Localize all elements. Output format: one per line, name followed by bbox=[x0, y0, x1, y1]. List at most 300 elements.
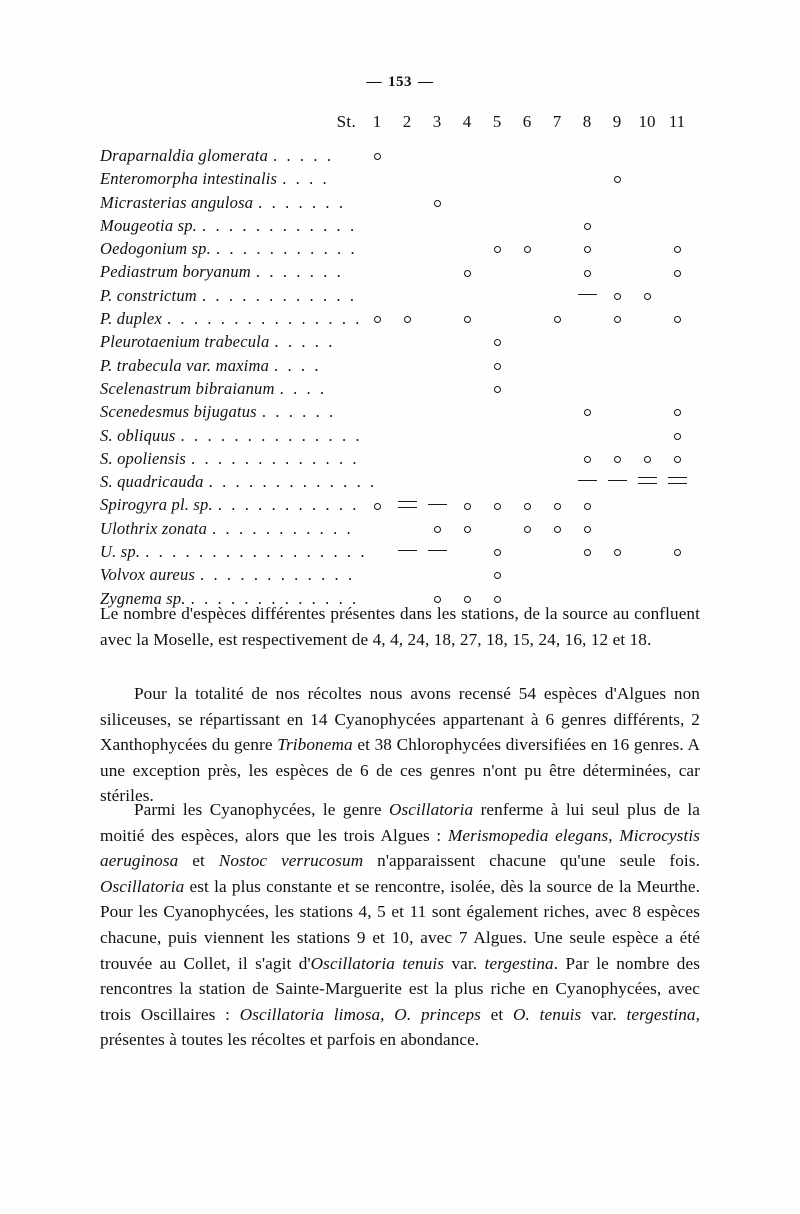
text-run: est la plus constante et se rencontre, isolée, dès la source de la Meurthe. Pour les Cyanophycées, les stations 4, 5 et 11 sont également riches, avec 8 espèces chacune, puis viennent les stations 9 et 10, avec 7 Algues. Une seule espèce a été trouvée au Collet, il s'agit d' bbox=[100, 876, 700, 973]
occurrence-cell bbox=[512, 519, 542, 542]
leader-dots: . . . . . . . . . . . . bbox=[201, 285, 357, 305]
occurrence-cell bbox=[662, 193, 692, 216]
leader-dots: . . . . . . . . . . . bbox=[217, 495, 360, 515]
presence-dash-icon bbox=[398, 550, 417, 551]
occurrence-cell bbox=[482, 542, 512, 565]
occurrence-cell bbox=[662, 169, 692, 192]
occurrence-cell bbox=[602, 472, 632, 495]
presence-circle-icon bbox=[554, 316, 561, 323]
occurrence-cell bbox=[362, 193, 392, 216]
occurrence-cell bbox=[452, 495, 482, 518]
occurrence-cell bbox=[602, 193, 632, 216]
species-name: Zygnema sp. bbox=[100, 588, 186, 608]
occurrence-cell bbox=[632, 565, 662, 588]
occurrence-cell bbox=[512, 216, 542, 239]
presence-circle-icon bbox=[494, 339, 501, 346]
occurrence-cell bbox=[512, 332, 542, 355]
occurrence-cell bbox=[392, 356, 422, 379]
species-name: Pediastrum boryanum bbox=[100, 262, 251, 282]
presence-circle-icon bbox=[614, 316, 621, 323]
taxon-oscillatoria-limosa: Oscillatoria limosa, O. princeps bbox=[239, 1004, 481, 1024]
occurrence-cell bbox=[392, 193, 422, 216]
text-run: var. bbox=[444, 953, 485, 973]
species-name-cell bbox=[100, 449, 362, 472]
species-name: Oedogonium sp. bbox=[100, 239, 211, 259]
occurrence-cell bbox=[512, 426, 542, 449]
presence-circle-icon bbox=[584, 503, 591, 510]
occurrence-cell bbox=[542, 495, 572, 518]
occurrence-cell bbox=[512, 239, 542, 262]
occurrence-cell bbox=[482, 146, 512, 169]
taxon-nostoc: Nostoc verrucosum bbox=[218, 851, 364, 871]
occurrence-cell bbox=[392, 542, 422, 565]
species-name-cell bbox=[100, 332, 362, 355]
presence-circle-icon bbox=[674, 246, 681, 253]
presence-circle-icon bbox=[584, 223, 591, 230]
taxon-tribonema: Tribonema bbox=[277, 735, 353, 755]
occurrence-cell bbox=[662, 262, 692, 285]
species-name: Volvox aureus bbox=[100, 565, 196, 585]
leader-dots: . . . . . . . . . . . . . . bbox=[180, 425, 363, 445]
occurrence-cell bbox=[542, 216, 572, 239]
species-name-cell bbox=[100, 262, 362, 285]
table-row bbox=[100, 495, 692, 518]
table-row bbox=[100, 402, 692, 425]
presence-circle-icon bbox=[524, 503, 531, 510]
occurrence-cell bbox=[512, 379, 542, 402]
presence-double-dash-icon bbox=[668, 477, 687, 484]
occurrence-cell bbox=[542, 309, 572, 332]
presence-circle-icon bbox=[584, 246, 591, 253]
leader-dots: . . . . . bbox=[274, 332, 335, 352]
occurrence-cell bbox=[482, 402, 512, 425]
species-name-cell bbox=[100, 542, 368, 565]
occurrence-cell bbox=[512, 402, 542, 425]
species-name: P. duplex bbox=[100, 309, 162, 329]
occurrence-cell bbox=[452, 332, 482, 355]
leader-dots: . . . . . . . . . . . . . . . bbox=[166, 309, 363, 329]
presence-circle-icon bbox=[494, 363, 501, 370]
occurrence-cell bbox=[362, 426, 392, 449]
occurrence-cell bbox=[632, 239, 662, 262]
presence-circle-icon bbox=[674, 409, 681, 416]
occurrence-cell bbox=[572, 402, 602, 425]
occurrence-cell bbox=[392, 495, 422, 518]
occurrence-cell bbox=[662, 519, 692, 542]
species-name-cell bbox=[100, 519, 362, 542]
occurrence-cell bbox=[602, 216, 632, 239]
occurrence-cell bbox=[572, 449, 602, 472]
occurrence-cell bbox=[602, 332, 632, 355]
presence-dash-icon bbox=[608, 480, 627, 481]
column-header-6: 6 bbox=[522, 112, 532, 131]
occurrence-cell bbox=[362, 449, 392, 472]
occurrence-cell bbox=[362, 402, 392, 425]
occurrence-cell bbox=[602, 402, 632, 425]
occurrence-cell bbox=[362, 356, 392, 379]
occurrence-cell bbox=[392, 565, 422, 588]
occurrence-cell bbox=[452, 239, 482, 262]
occurrence-cell bbox=[392, 146, 422, 169]
presence-dash-icon bbox=[428, 550, 447, 551]
occurrence-cell bbox=[632, 216, 662, 239]
text-run: Parmi les Cyanophycées, le genre bbox=[134, 800, 389, 819]
occurrence-cell bbox=[542, 426, 572, 449]
taxon-oscillatoria-2: Oscillatoria bbox=[100, 876, 185, 896]
occurrence-cell bbox=[452, 472, 482, 495]
species-name: Draparnaldia glomerata bbox=[100, 146, 269, 165]
species-name: Ulothrix zonata bbox=[100, 518, 208, 538]
occurrence-cell bbox=[542, 542, 572, 565]
table-row bbox=[100, 286, 692, 309]
occurrence-cell bbox=[572, 146, 602, 169]
text-run: n'apparaissent chacune qu'une seule fois. bbox=[363, 851, 700, 871]
species-name: P. trabecula var. maxima bbox=[100, 355, 270, 375]
occurrence-cell bbox=[392, 379, 422, 402]
occurrence-cell bbox=[512, 193, 542, 216]
leader-dots: . . . . . . . . . . . . bbox=[200, 565, 355, 585]
species-name-cell bbox=[100, 426, 362, 449]
species-name: Pleurotaenium trabecula bbox=[100, 332, 270, 352]
occurrence-cell bbox=[422, 332, 452, 355]
taxon-oscillatoria: Oscillatoria bbox=[388, 800, 474, 819]
leader-dots: . . . . . . bbox=[261, 402, 336, 422]
species-name: Micrasterias angulosa bbox=[100, 192, 254, 212]
presence-circle-icon bbox=[614, 176, 621, 183]
taxon-o-tenuis: O. tenuis bbox=[513, 1004, 582, 1024]
presence-circle-icon bbox=[554, 503, 561, 510]
occurrence-cell bbox=[632, 379, 662, 402]
presence-circle-icon bbox=[374, 153, 381, 160]
table-row bbox=[100, 309, 692, 332]
occurrence-cell bbox=[452, 146, 482, 169]
occurrence-cell bbox=[422, 519, 452, 542]
occurrence-cell bbox=[662, 146, 692, 169]
occurrence-cell bbox=[482, 286, 512, 309]
presence-circle-icon bbox=[674, 433, 681, 440]
occurrence-cell bbox=[542, 472, 572, 495]
occurrence-cell bbox=[512, 449, 542, 472]
occurrence-cell bbox=[362, 332, 392, 355]
occurrence-cell bbox=[602, 262, 632, 285]
column-header-5: 5 bbox=[492, 112, 502, 131]
paragraph-text bbox=[100, 681, 700, 809]
species-name: S. quadricauda bbox=[100, 472, 204, 492]
text-run: . Par le nombre des rencontres la station de Sainte-Marguerite est la plus riche en Cyanophycées, avec trois Oscillaires : bbox=[100, 953, 700, 1024]
occurrence-cell bbox=[422, 542, 452, 565]
presence-circle-icon bbox=[524, 246, 531, 253]
occurrence-cell bbox=[392, 169, 422, 192]
occurrence-cell bbox=[422, 262, 452, 285]
species-name: Scenedesmus bijugatus bbox=[100, 402, 257, 422]
occurrence-cell bbox=[482, 216, 512, 239]
occurrence-cell bbox=[662, 239, 692, 262]
occurrence-cell bbox=[572, 542, 602, 565]
presence-dash-icon bbox=[578, 294, 597, 295]
folio-dash-right: — bbox=[418, 74, 434, 90]
occurrence-cell bbox=[392, 402, 422, 425]
occurrence-cell bbox=[542, 519, 572, 542]
text-run: et bbox=[480, 1004, 514, 1024]
species-name-cell bbox=[100, 146, 362, 169]
occurrence-table bbox=[100, 112, 692, 612]
occurrence-cell bbox=[362, 286, 392, 309]
occurrence-cell bbox=[632, 332, 662, 355]
column-header-8: 8 bbox=[582, 112, 592, 131]
leader-dots: . . . . bbox=[282, 169, 330, 189]
leader-dots: . . . . . . . . . . . . . bbox=[190, 588, 359, 608]
occurrence-cell bbox=[422, 146, 452, 169]
occurrence-cell bbox=[362, 472, 392, 495]
presence-circle-icon bbox=[554, 526, 561, 533]
occurrence-cell bbox=[512, 356, 542, 379]
occurrence-cell bbox=[422, 193, 452, 216]
occurrence-cell bbox=[632, 169, 662, 192]
occurrence-cell bbox=[392, 309, 422, 332]
occurrence-cell bbox=[602, 239, 632, 262]
occurrence-cell bbox=[452, 216, 482, 239]
occurrence-cell bbox=[422, 379, 452, 402]
column-header-11: 11 bbox=[668, 112, 686, 131]
presence-double-dash-icon bbox=[398, 501, 417, 508]
occurrence-cell bbox=[362, 495, 392, 518]
occurrence-cell bbox=[362, 519, 392, 542]
species-name: Mougeotia sp. bbox=[100, 215, 198, 235]
occurrence-cell bbox=[632, 262, 662, 285]
occurrence-cell bbox=[662, 472, 692, 495]
occurrence-cell bbox=[452, 402, 482, 425]
occurrence-cell bbox=[452, 379, 482, 402]
leader-dots: . . . . . . . bbox=[255, 262, 344, 282]
text-run: , présentes à toutes les récoltes et parfois en abondance. bbox=[100, 1004, 700, 1050]
occurrence-cell bbox=[512, 309, 542, 332]
occurrence-cell bbox=[572, 309, 602, 332]
table-row bbox=[100, 379, 692, 402]
occurrence-cell bbox=[422, 402, 452, 425]
occurrence-cell bbox=[572, 379, 602, 402]
occurrence-cell bbox=[662, 402, 692, 425]
occurrence-cell bbox=[482, 472, 512, 495]
occurrence-cell bbox=[602, 565, 632, 588]
taxon-merismopedia: Merismopedia elegans, Microcystis aeruginosa bbox=[100, 825, 700, 871]
occurrence-cell bbox=[452, 426, 482, 449]
occurrence-cell bbox=[602, 426, 632, 449]
occurrence-cell bbox=[632, 146, 662, 169]
presence-circle-icon bbox=[494, 386, 501, 393]
presence-circle-icon bbox=[374, 503, 381, 510]
presence-circle-icon bbox=[584, 549, 591, 556]
occurrence-cell bbox=[452, 309, 482, 332]
occurrence-cell bbox=[542, 146, 572, 169]
leader-dots: . . . . . . . bbox=[258, 192, 346, 212]
species-name-cell bbox=[100, 356, 362, 379]
table-header bbox=[100, 112, 692, 146]
occurrence-cell bbox=[632, 402, 662, 425]
occurrence-cell bbox=[662, 332, 692, 355]
occurrence-cell bbox=[662, 542, 692, 565]
occurrence-cell bbox=[632, 495, 662, 518]
paragraph-text: Le nombre d'espèces différentes présentes dans les stations, de la source au confluent avec la Moselle, est respectivement de 4, 4, 24, 18, 27, 18, 15, 24, 16, 12 et 18. bbox=[100, 604, 700, 649]
paragraph-text bbox=[100, 797, 700, 1053]
occurrence-cell bbox=[362, 262, 392, 285]
occurrence-cell bbox=[542, 449, 572, 472]
presence-circle-icon bbox=[434, 200, 441, 207]
occurrence-cell bbox=[662, 356, 692, 379]
occurrence-cell bbox=[572, 356, 602, 379]
paragraph-cyanophycees bbox=[100, 797, 700, 1053]
page-number bbox=[0, 74, 800, 91]
occurrence-cell bbox=[572, 193, 602, 216]
occurrence-cell bbox=[482, 426, 512, 449]
occurrence-cell bbox=[512, 146, 542, 169]
species-name: U. sp. bbox=[100, 542, 141, 562]
species-name-cell bbox=[100, 379, 362, 402]
occurrence-cell bbox=[632, 426, 662, 449]
occurrence-cell bbox=[662, 379, 692, 402]
taxon-tergestina-2: tergestina bbox=[626, 1004, 696, 1024]
presence-dash-icon bbox=[578, 480, 597, 481]
occurrence-cell bbox=[482, 449, 512, 472]
occurrence-cell bbox=[452, 169, 482, 192]
occurrence-cell bbox=[662, 449, 692, 472]
table-row bbox=[100, 216, 692, 239]
occurrence-cell bbox=[422, 309, 452, 332]
leader-dots: . . . . bbox=[279, 378, 327, 398]
leader-dots: . . . . . . . . . . . . . bbox=[191, 448, 360, 468]
presence-circle-icon bbox=[434, 526, 441, 533]
presence-circle-icon bbox=[494, 246, 501, 253]
occurrence-cell bbox=[392, 472, 422, 495]
leader-dots: . . . . . . . . . . . . bbox=[202, 215, 357, 235]
text-run: Pour la totalité de nos récoltes nous avons recensé 54 espèces d'Algues non siliceuses, se répartissant en 14 Cyanophycées appartenant à 6 genres différents, 2 Xanthophycées du genre bbox=[100, 684, 700, 755]
folio-dash-left: — bbox=[366, 74, 382, 90]
occurrence-cell bbox=[422, 472, 452, 495]
occurrence-cell bbox=[482, 262, 512, 285]
species-name-cell bbox=[100, 193, 362, 216]
occurrence-cell bbox=[482, 356, 512, 379]
occurrence-cell bbox=[542, 565, 572, 588]
leader-dots: . . . . . . . . . . . bbox=[212, 518, 354, 538]
occurrence-cell bbox=[392, 332, 422, 355]
species-name: S. obliquus bbox=[100, 425, 176, 445]
occurrence-cell bbox=[482, 332, 512, 355]
occurrence-cell bbox=[482, 379, 512, 402]
occurrence-cell bbox=[602, 495, 632, 518]
species-name-cell bbox=[100, 565, 362, 588]
occurrence-cell bbox=[422, 356, 452, 379]
occurrence-cell bbox=[362, 379, 392, 402]
occurrence-cell bbox=[572, 426, 602, 449]
occurrence-cell bbox=[362, 146, 392, 169]
presence-circle-icon bbox=[584, 270, 591, 277]
occurrence-cell bbox=[542, 356, 572, 379]
occurrence-cell bbox=[602, 309, 632, 332]
occurrence-cell bbox=[422, 286, 452, 309]
text-run: et bbox=[178, 851, 219, 871]
occurrence-cell bbox=[362, 542, 392, 565]
table-row bbox=[100, 239, 692, 262]
table-row bbox=[100, 146, 692, 169]
occurrence-cell bbox=[662, 286, 692, 309]
occurrence-cell bbox=[452, 519, 482, 542]
occurrence-cell bbox=[602, 379, 632, 402]
table-row bbox=[100, 542, 692, 565]
occurrence-cell bbox=[422, 449, 452, 472]
leader-dots: . . . . . bbox=[273, 146, 334, 165]
presence-circle-icon bbox=[614, 549, 621, 556]
occurrence-cell bbox=[572, 239, 602, 262]
occurrence-cell bbox=[452, 286, 482, 309]
presence-circle-icon bbox=[374, 316, 381, 323]
occurrence-cell bbox=[542, 379, 572, 402]
occurrence-cell bbox=[392, 449, 422, 472]
occurrence-cell bbox=[512, 565, 542, 588]
occurrence-cell bbox=[422, 239, 452, 262]
occurrence-cell bbox=[542, 239, 572, 262]
occurrence-cell bbox=[452, 193, 482, 216]
table-row bbox=[100, 332, 692, 355]
occurrence-cell bbox=[482, 193, 512, 216]
presence-circle-icon bbox=[674, 549, 681, 556]
occurrence-cell bbox=[662, 216, 692, 239]
occurrence-cell bbox=[542, 262, 572, 285]
table-row bbox=[100, 519, 692, 542]
occurrence-cell bbox=[482, 169, 512, 192]
table-row bbox=[100, 472, 692, 495]
table-row bbox=[100, 449, 692, 472]
occurrence-cell bbox=[572, 286, 602, 309]
table-row bbox=[100, 426, 692, 449]
occurrence-cell bbox=[602, 542, 632, 565]
occurrence-cell bbox=[602, 169, 632, 192]
occurrence-cell bbox=[542, 402, 572, 425]
species-name-cell bbox=[100, 402, 362, 425]
occurrence-cell bbox=[512, 542, 542, 565]
species-name-cell bbox=[100, 169, 362, 192]
occurrence-cell bbox=[602, 286, 632, 309]
column-header-10: 10 bbox=[638, 112, 656, 131]
occurrence-cell bbox=[362, 309, 392, 332]
occurrence-cell bbox=[392, 216, 422, 239]
occurrence-cell bbox=[572, 262, 602, 285]
presence-circle-icon bbox=[644, 293, 651, 300]
column-header-2: 2 bbox=[402, 112, 412, 131]
occurrence-cell bbox=[572, 565, 602, 588]
occurrence-cell bbox=[452, 449, 482, 472]
occurrence-cell bbox=[392, 519, 422, 542]
presence-circle-icon bbox=[494, 549, 501, 556]
presence-circle-icon bbox=[584, 409, 591, 416]
occurrence-cell bbox=[572, 519, 602, 542]
taxon-oscillatoria-tenuis: Oscillatoria tenuis bbox=[310, 953, 445, 973]
table-row bbox=[100, 262, 692, 285]
paragraph-species-counts bbox=[100, 601, 700, 652]
presence-double-dash-icon bbox=[638, 477, 657, 484]
leader-dots: . . . . . . . . . . . . . . . . . bbox=[145, 542, 368, 562]
presence-circle-icon bbox=[464, 270, 471, 277]
occurrence-cell bbox=[542, 332, 572, 355]
occurrence-cell bbox=[512, 262, 542, 285]
column-header-4: 4 bbox=[462, 112, 472, 131]
column-header-9: 9 bbox=[612, 112, 622, 131]
species-name: P. constrictum bbox=[100, 285, 197, 305]
occurrence-cell bbox=[542, 169, 572, 192]
occurrence-cell bbox=[422, 495, 452, 518]
occurrence-cell bbox=[572, 495, 602, 518]
occurrence-cell bbox=[602, 519, 632, 542]
occurrence-cell bbox=[602, 449, 632, 472]
station-label: St. bbox=[336, 112, 356, 131]
